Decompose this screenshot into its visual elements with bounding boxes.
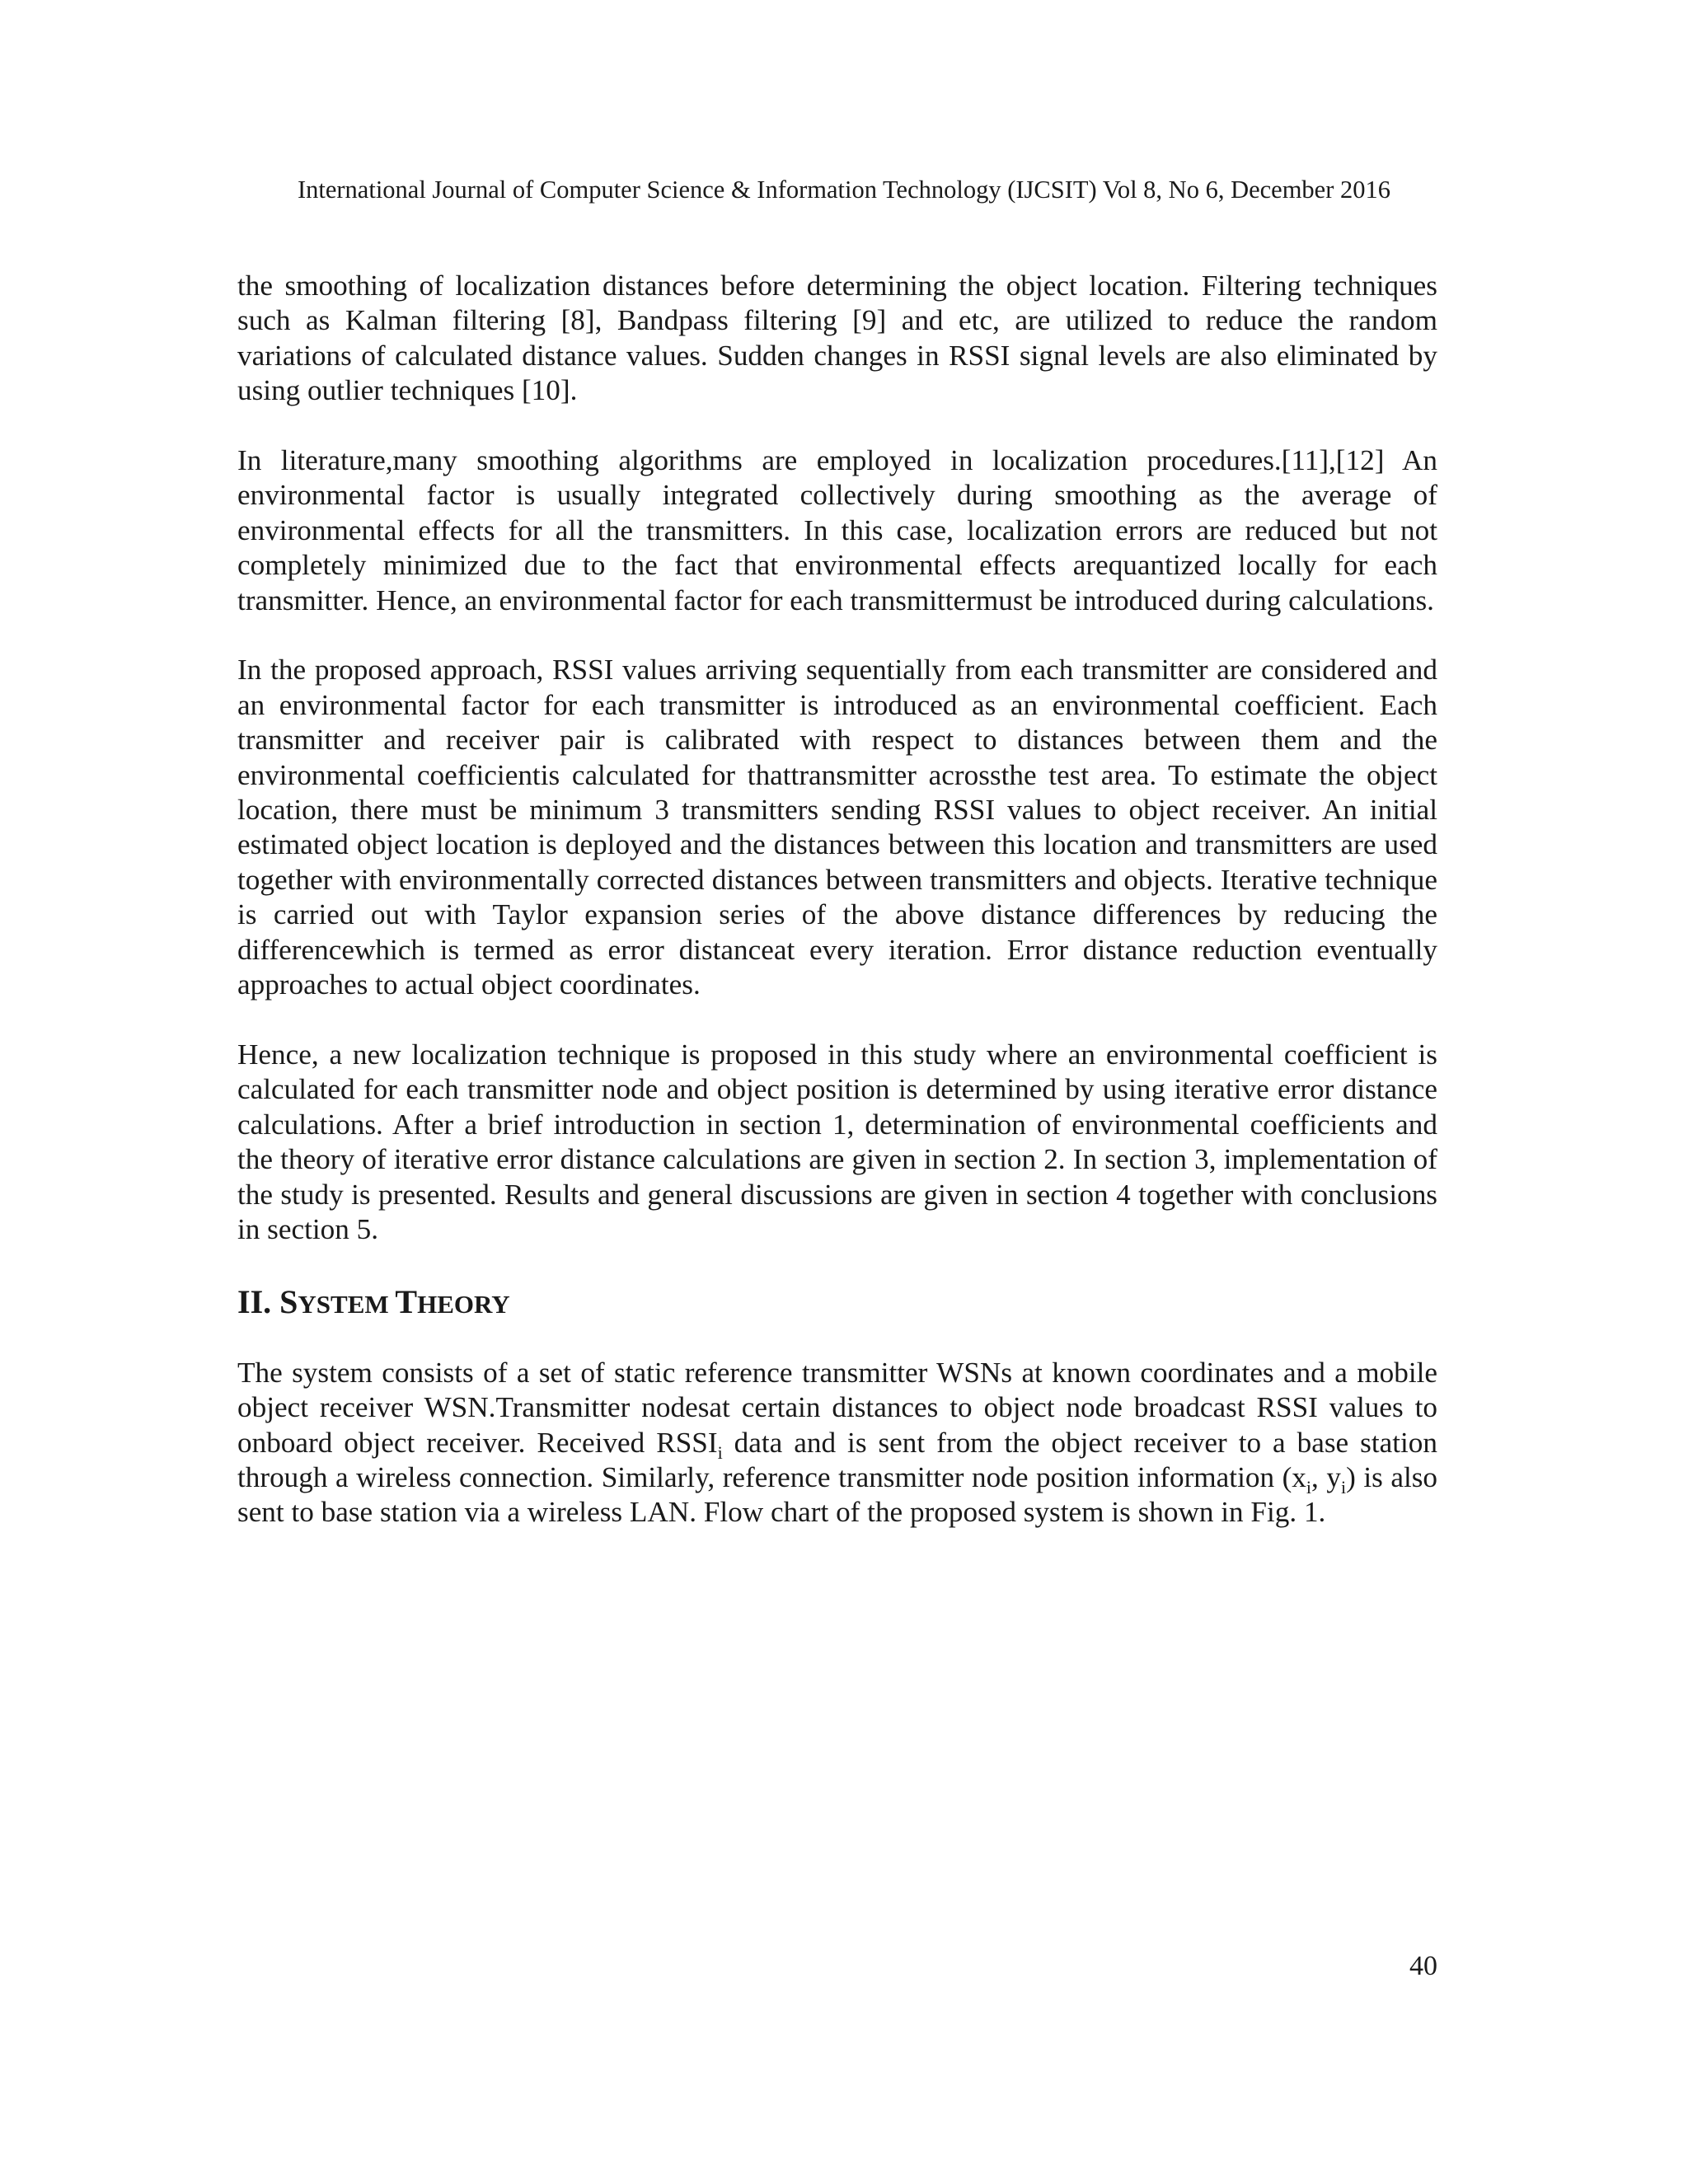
section-heading (237, 1282, 1437, 1324)
section-paragraph-1 (237, 1356, 1437, 1530)
page-number: 40 (1409, 1951, 1437, 1981)
section-paragraph-part-1: The system consists of a set of static reference transmitter WSNs at known coordinates and a mobile object receiver WSN.Transmitter nodesat certain distances to object node broadcast RSSI values to onboard object receiver. Received RSSI (237, 1356, 1437, 1459)
section-title-cap-2: T (395, 1282, 418, 1320)
body-paragraph-4: Hence, a new localization technique is proposed in this study where an environmental coefficient is calculated for each transmitter node and object position is determined by using iterative error distance calculations. After a brief introduction in section 1, determination of environmental coefficients and the theory of iterative error distance calculations are given in section 2. In section 3, implementation of the study is presented. Results and general discussions are given in section 4 together with conclusions in section 5. (237, 1038, 1437, 1245)
subscript-i: i (1306, 1476, 1312, 1497)
running-header: International Journal of Computer Science & Information Technology (IJCSIT) Vol 8, No 6, December 2016 (297, 176, 1391, 204)
section-title-rest-1: YSTEM (298, 1289, 396, 1319)
body-paragraph-2: In literature,many smoothing algorithms are employed in localization procedures.[11],[12] An environmental factor is usually integrated collectively during smoothing as the average of environmental effects for all the transmitters. In this case, localization errors are reduced but not completely minimized due to the fact that environmental effects arequantized locally for each transmitter. Hence, an environmental factor for each transmittermust be introduced during calculations. (237, 444, 1437, 616)
page-body (237, 269, 1437, 1565)
body-paragraph-1: the smoothing of localization distances before determining the object location. Filtering techniques such as Kalman filtering [8], Bandpass filtering [9] and etc, are utilized to reduce the random variations of calculated distance values. Sudden changes in RSSI signal levels are also eliminated by using outlier techniques [10]. (237, 269, 1437, 407)
section-paragraph-part-3: , y (1311, 1460, 1341, 1493)
subscript-i: i (1340, 1476, 1347, 1497)
section-title-rest-2: HEORY (417, 1289, 510, 1319)
section-number: II. (237, 1282, 280, 1320)
section-paragraph-part-2: data and is sent from the object receiver to a base station through a wireless connection. Similarly, reference transmitter node position information (x (237, 1426, 1437, 1493)
subscript-i: i (717, 1441, 723, 1463)
section-title-cap-1: S (279, 1282, 298, 1320)
body-paragraph-3: In the proposed approach, RSSI values arriving sequentially from each transmitter are considered and an environmental factor for each transmitter is introduced as an environmental coefficient. Each transmitter and receiver pair is calibrated with respect to distances between them and the environmental coefficientis calculated for thattransmitter acrossthe test area. To estimate the object location, there must be minimum 3 transmitters sending RSSI values to object receiver. An initial estimated object location is deployed and the distances between this location and transmitters are used together with environmentally corrected distances between transmitters and objects. Iterative technique is carried out with Taylor expansion series of the above distance differences by reducing the differencewhich is termed as error distanceat every iteration. Error distance reduction eventually approaches to actual object coordinates. (237, 654, 1437, 1001)
section-paragraph-part-4: ) is also sent to base station via a wireless LAN. Flow chart of the proposed system is shown in Fig. 1. (237, 1460, 1438, 1529)
